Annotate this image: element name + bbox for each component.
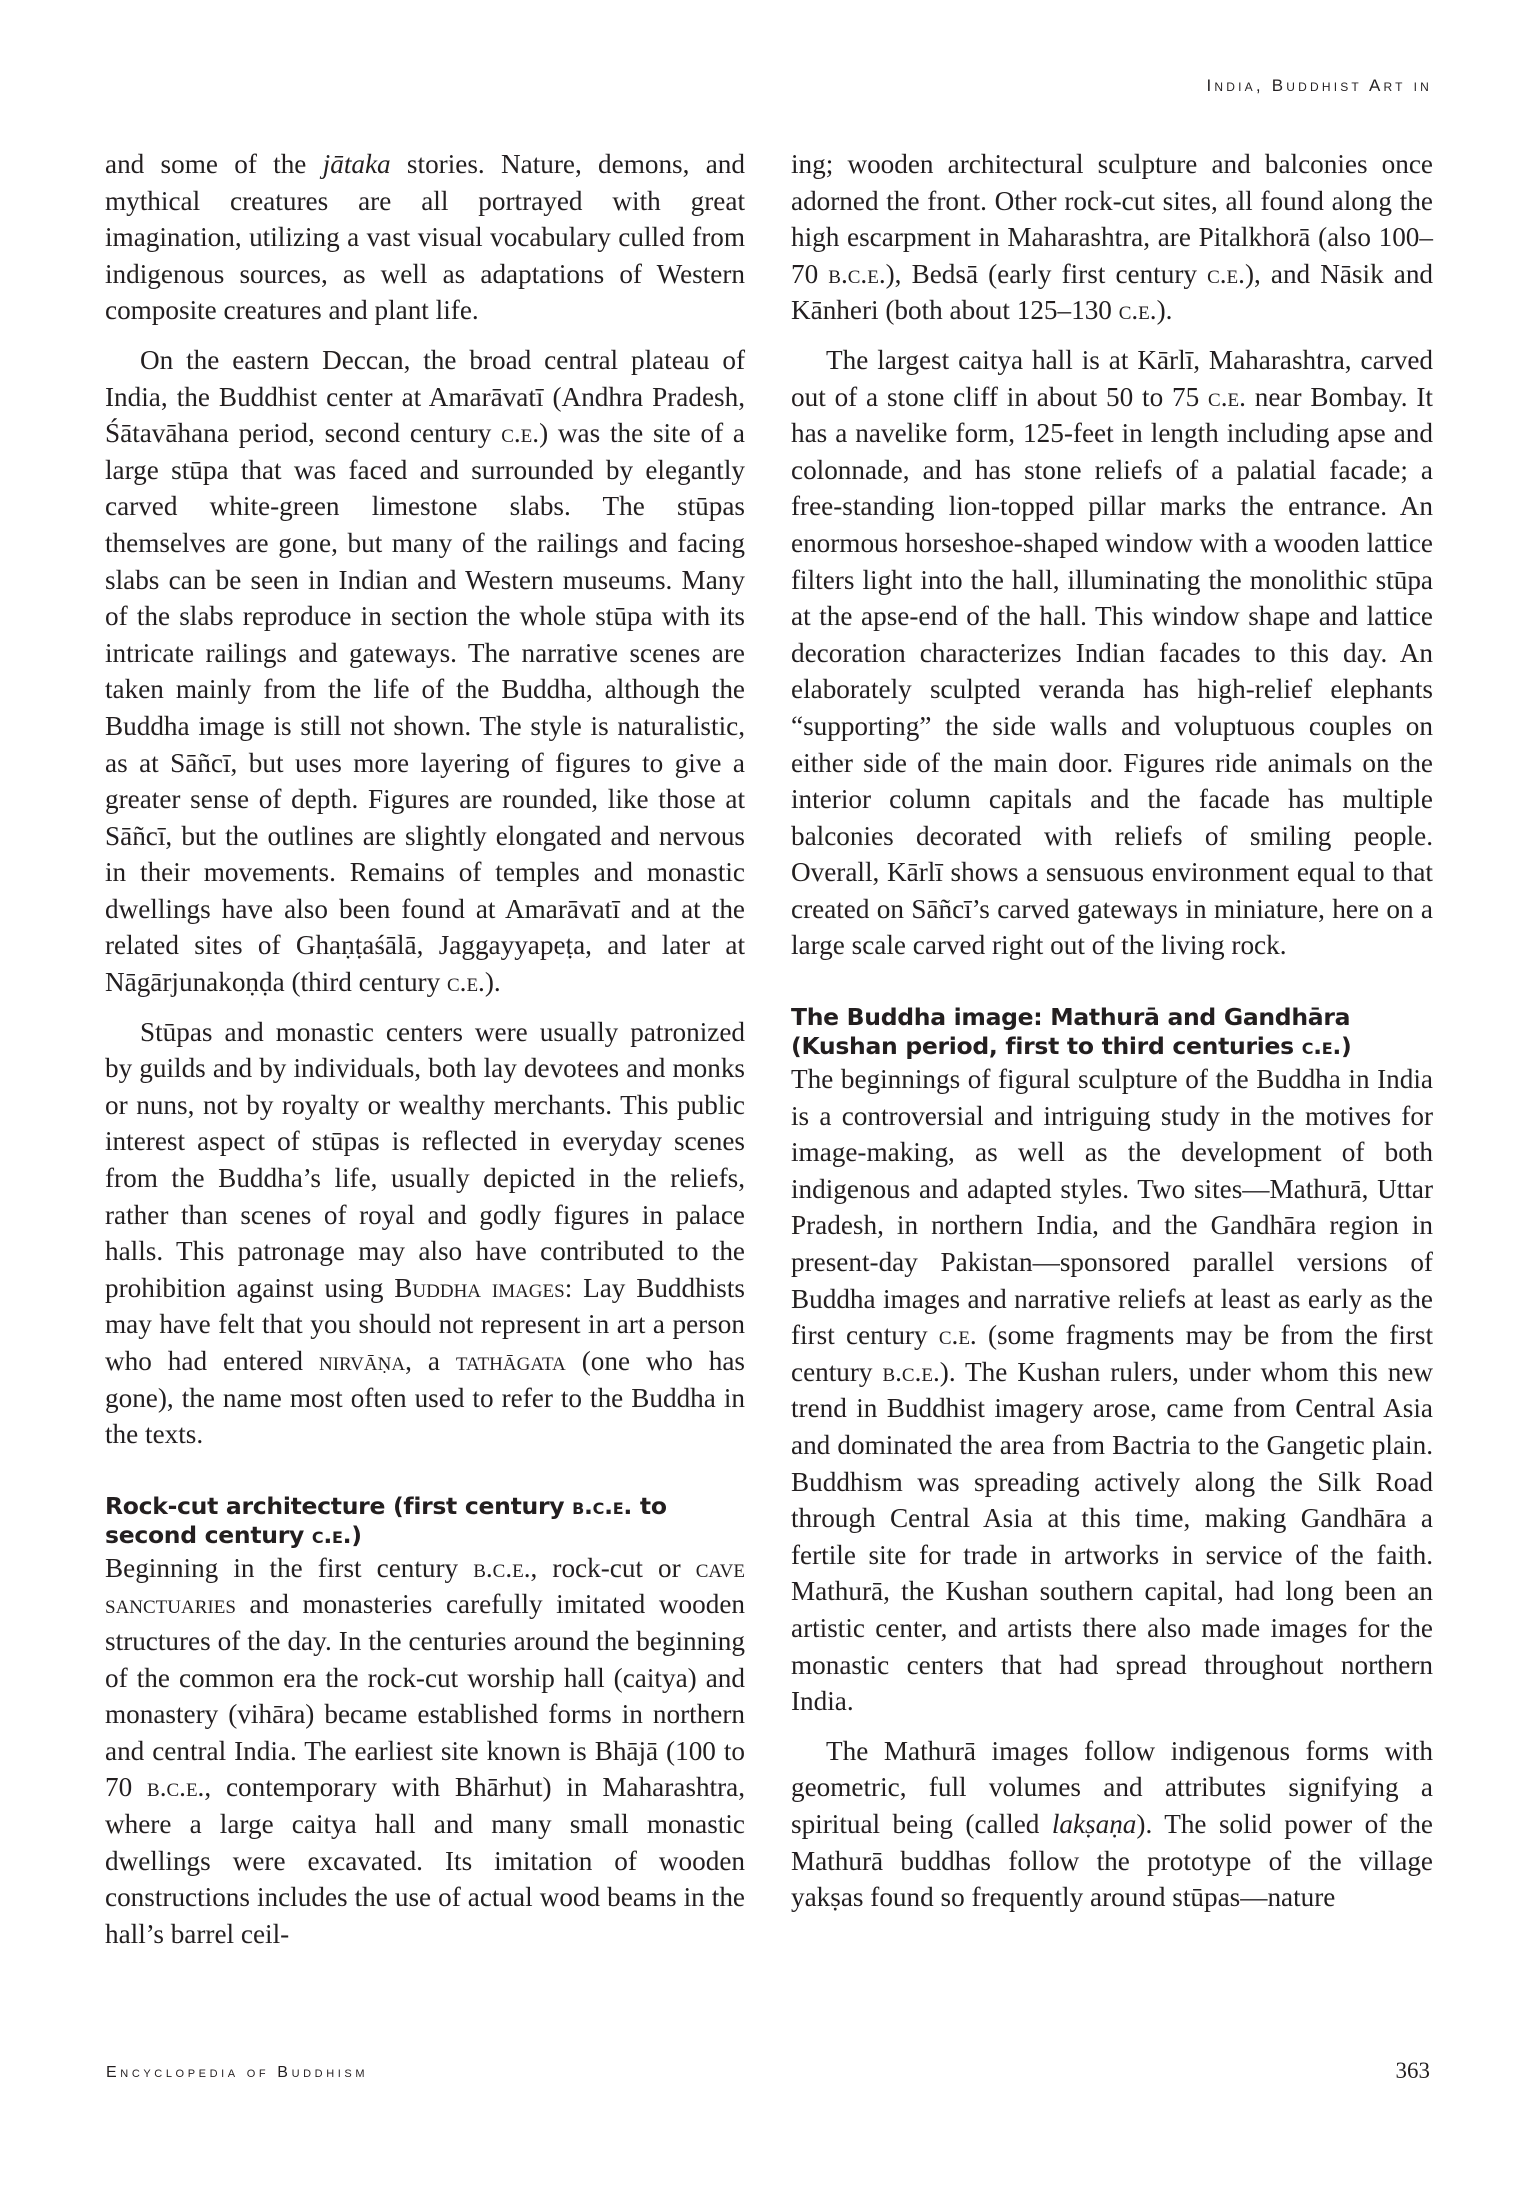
text: ). The Kushan rulers, under whom this new trend in Buddhist imagery arose, came from Central Asia and dominated the area from Bactria to the Gangetic plain. Buddhism was spreading actively along the Silk Road through Central Asia at this time, making Gandhāra a fertile site for trade in artworks in service of the faith. Mathurā, the Kushan southern capital, had long been an artistic center, and artists there also made images for the monastic centers that had spread throughout northern India.	[791, 1356, 1433, 1717]
spacer	[791, 977, 1433, 1003]
text: stories. Nature, demons, and mythical creatures are all portrayed with great imagination, utilizing a vast visual vocabulary culled from indigenous sources, as well as adaptations of Western composite creatures and plant life.	[105, 149, 745, 326]
text: The Buddha image: Mathurā and Gandhāra (Kushan period, first to third centuries	[791, 1003, 1351, 1061]
paragraph	[105, 342, 745, 1001]
era-abbrev: b.c.e.	[572, 1491, 632, 1520]
italic-term: jātaka	[322, 149, 391, 179]
text: The largest caitya hall is at Kārlī, Maharashtra, carved out of a stone cliff in about 50 to 75	[791, 344, 1433, 412]
left-column	[105, 146, 745, 1965]
era-abbrev: c.e.	[311, 1520, 352, 1549]
text: Rock-cut architecture (first century	[105, 1491, 573, 1520]
text: near Bombay. It has a navelike form, 125-feet in length including apse and colonnade, and has stone reliefs of a palatial facade; a free-standing lion-topped pillar marks the entrance. An enormous horseshoe-shaped window with a wooden lattice filters light into the hall, illuminating the monolithic stūpa at the apse-end of the hall. This window shape and lattice decoration characterizes Indian facades to this day. An elaborately sculpted veranda has high-relief elephants “supporting” the side walls and voluptuous couples on either side of the main door. Figures ride animals on the interior column capitals and the facade has multiple balconies decorated with reliefs of smiling people. Overall, Kārlī shows a sensuous environment equal to that created on Sāñcī’s carved gateways in miniature, here on a large scale carved right out of the living rock.	[791, 381, 1433, 961]
era-abbrev: c.e.	[1118, 295, 1157, 326]
text: , contemporary with Bhārhut) in Maharashtra, where a large caitya hall and many small monastic dwellings were excavated. Its imitation of wooden constructions includes the use of actual wood beams in the hall’s barrel ceil-	[105, 1772, 746, 1949]
paragraph	[105, 1014, 745, 1453]
section-heading-rock-cut	[105, 1492, 745, 1550]
text: , a	[405, 1346, 456, 1376]
text: )	[1341, 1032, 1352, 1061]
page-number: 363	[1395, 2058, 1430, 2083]
era-abbrev: c.e.	[1208, 381, 1246, 412]
era-abbrev: b.c.e.	[828, 258, 886, 289]
cross-reference-buddha-images[interactable]: Buddha images	[394, 1272, 565, 1303]
text: (one who has gone), the name most often used to refer to the Buddha in the texts.	[105, 1346, 746, 1450]
paragraph	[791, 146, 1433, 329]
era-abbrev: b.c.e.	[882, 1356, 940, 1387]
era-abbrev: c.e.	[501, 418, 540, 449]
era-abbrev: c.e.	[938, 1320, 977, 1351]
text: and some of the	[105, 149, 323, 179]
cross-reference-cave-sanctuaries[interactable]: cave sanctuaries	[105, 1552, 745, 1620]
text: : Lay Buddhists may have felt that you should not represent in art a person who had entered	[105, 1272, 745, 1376]
running-head: India, Buddhist Art in	[1206, 76, 1432, 95]
text: to second century	[105, 1491, 667, 1549]
italic-term: lakṣaṇa	[1051, 1808, 1137, 1839]
era-abbrev: c.e.	[1301, 1032, 1342, 1061]
text: ), Bedsā (early first century	[885, 258, 1208, 289]
text: ).	[484, 967, 501, 998]
text: The beginnings of figural sculpture of the Buddha in India is a controversial and intriguing study in the motives for image-making, as well as the development of both indigenous and adapted styles. Two sites—Mathurā, Uttar Pradesh, in northern India, and the Gandhāra region in present-day Pakistan—sponsored parallel versions of Buddha images and narrative reliefs at least as early as the first century	[791, 1064, 1433, 1351]
text: ing; wooden architectural sculpture and balconies once adorned the front. Other rock-cut sites, all found along the high escarpment in Maharashtra, are Pitalkhorā (also 100–70	[791, 149, 1433, 289]
paragraph	[105, 146, 745, 329]
text: ) was the site of a large stūpa that was faced and surrounded by elegantly carved white-green limestone slabs. The stūpas themselves are gone, but many of the railings and facing slabs can be seen in Indian and Western museums. Many of the slabs reproduce in section the whole stūpa with its intricate railings and gateways. The narrative scenes are taken mainly from the life of the Buddha, although the Buddha image is still not shown. The style is naturalistic, as at Sāñcī, but uses more layering of figures to give a greater sense of depth. Figures are rounded, like those at Sāñcī, but the outlines are slightly elongated and nervous in their movements. Remains of temples and monastic dwellings have also been found at Amarāvatī and at the related sites of Ghaṇṭaśālā, Jaggayyapeṭa, and later at Nāgārjunakoṇḍa (third century	[105, 418, 745, 998]
text: ). The solid power of the Mathurā buddhas follow the prototype of the village yakṣas found so frequently around stūpas—nature	[791, 1808, 1433, 1913]
text: (some fragments may be from the first century	[791, 1320, 1433, 1387]
cross-reference-tathagata[interactable]: tathāgata	[455, 1346, 566, 1376]
era-abbrev: c.e.	[446, 967, 485, 998]
spacer	[105, 1466, 745, 1492]
paragraph	[105, 1550, 745, 1953]
right-column	[791, 146, 1433, 1929]
footer-book-title: Encyclopedia of Buddhism	[106, 2064, 369, 2081]
text: Stūpas and monastic centers were usually patronized by guilds and by individuals, both lay devotees and monks or nuns, not by royalty or wealthy merchants. This public interest aspect of stūpas is reflected in everyday scenes from the Buddha’s life, usually depicted in the reliefs, rather than scenes of royal and godly figures in palace halls. This patronage may also have contributed to the prohibition against using	[105, 1016, 745, 1303]
text: and monasteries carefully imitated wooden structures of the day. In the centuries around the beginning of the common era the rock-cut worship hall (caitya) and monastery (vihāra) became established forms in northern and central India. The earliest site known is Bhājā (100 to 70	[105, 1589, 745, 1803]
era-abbrev: b.c.e.	[147, 1772, 205, 1803]
era-abbrev: c.e.	[1207, 258, 1245, 289]
cross-reference-nirvana[interactable]: nirvāṇa	[318, 1346, 406, 1376]
text: Beginning in the first century	[105, 1552, 474, 1583]
text: )	[351, 1520, 362, 1549]
paragraph	[791, 342, 1433, 964]
paragraph	[791, 1733, 1433, 1916]
text: ).	[1156, 295, 1173, 326]
text: The Mathurā images follow indigenous forms with geometric, full volumes and attributes signifying a spiritual being (called	[791, 1735, 1433, 1839]
paragraph	[791, 1061, 1433, 1720]
section-heading-buddha-image	[791, 1003, 1433, 1061]
text: On the eastern Deccan, the broad central plateau of India, the Buddhist center at Amarāvatī (Andhra Pradesh, Śātavāhana period, second century	[105, 344, 745, 449]
era-abbrev: b.c.e.	[473, 1552, 531, 1583]
text: , rock-cut or	[530, 1552, 696, 1583]
text: ), and Nāsik and Kānheri (both about 125–130	[791, 258, 1434, 326]
